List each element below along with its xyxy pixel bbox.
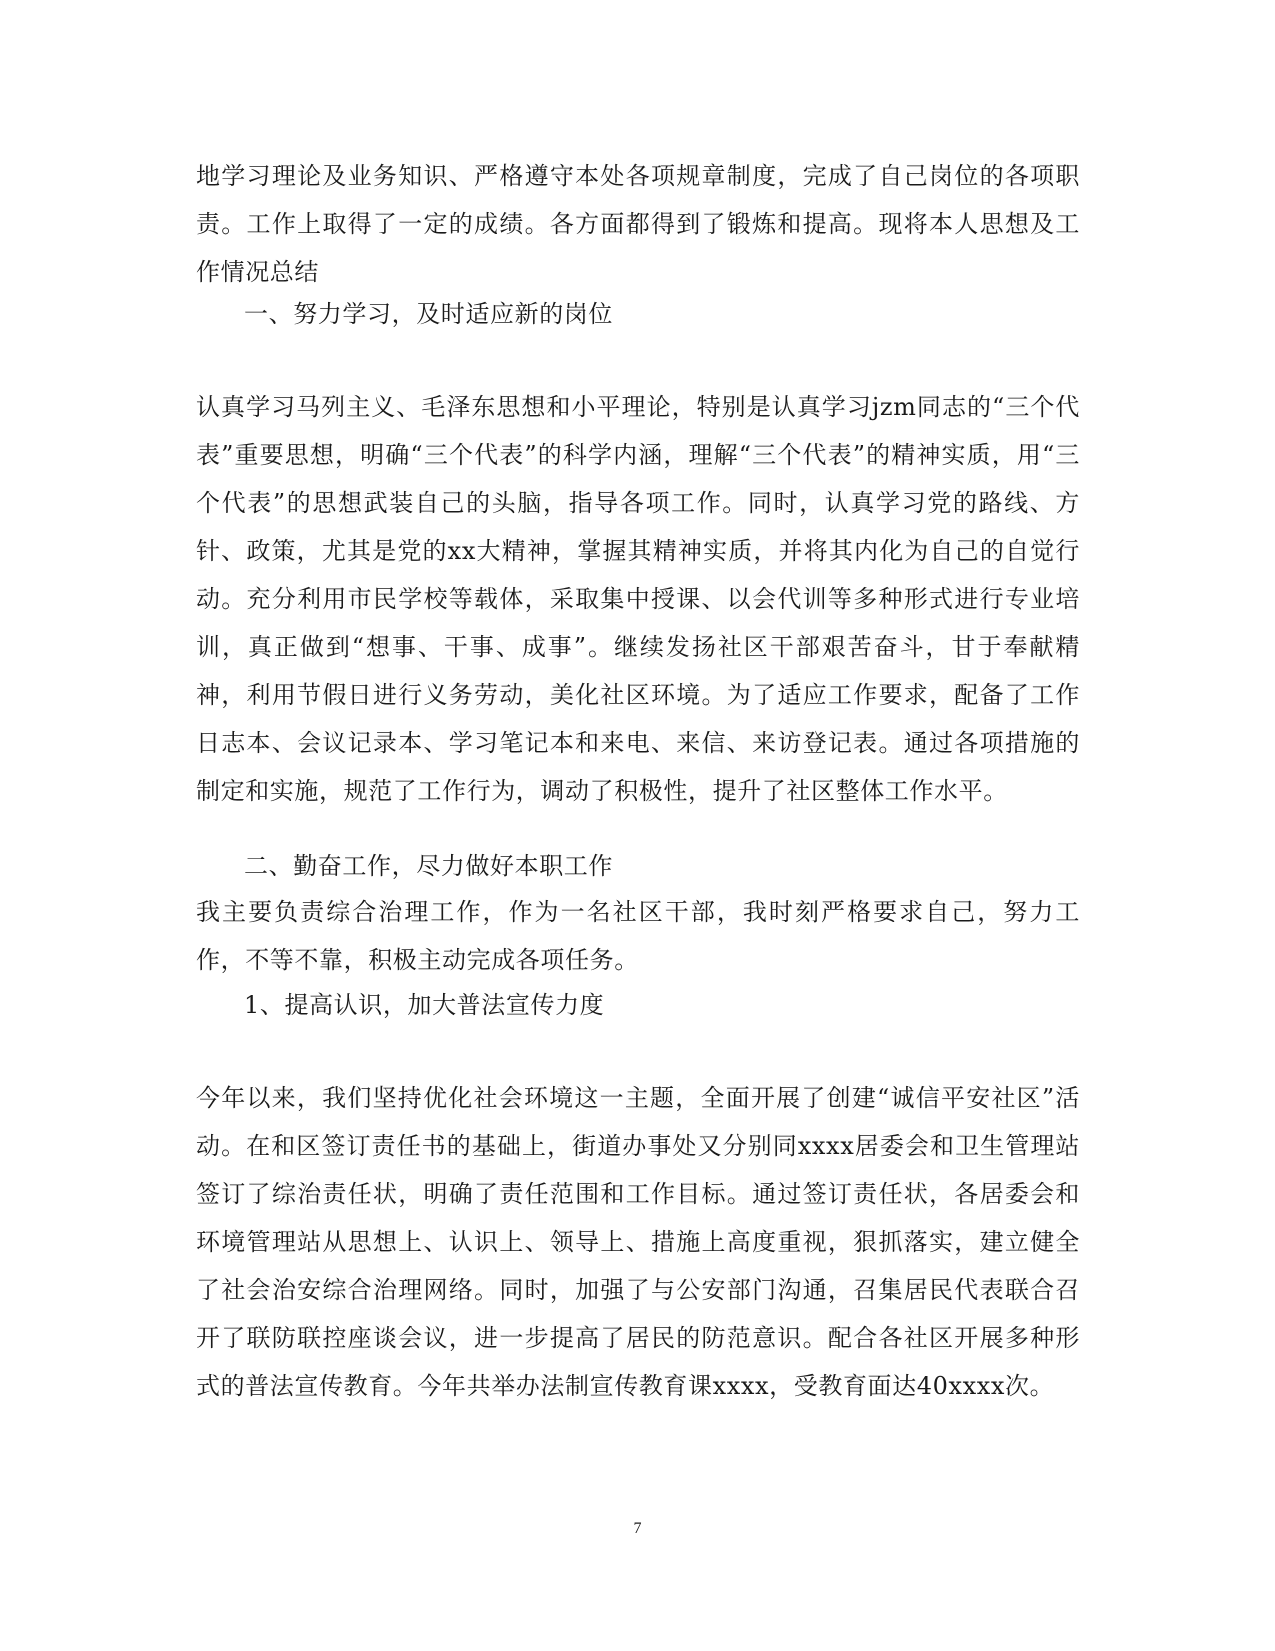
page-number: 7: [633, 1520, 642, 1537]
paragraph-intro: 地学习理论及业务知识、严格遵守本处各项规章制度，完成了自己岗位的各项职责。工作上取得了一定的成绩。各方面都得到了锻炼和提高。现将本人思想及工作情况总结: [196, 162, 1080, 286]
section-heading-2: 二、勤奋工作，尽力做好本职工作: [244, 852, 613, 880]
paragraph-study: 认真学习马列主义、毛泽东思想和小平理论，特别是认真学习jzm同志的“三个代表”重要思想，明确“三个代表”的科学内涵，理解“三个代表”的精神实质，用“三个代表”的思想武装自己的头脑，指导各项工作。同时，认真学习党的路线、方针、政策，尤其是党的xx大精神，掌握其精神实质，并将其内化为自己的自觉行动。充分利用市民学校等载体，采取集中授课、以会代训等多种形式进行专业培训，真正做到“想事、干事、成事”。继续发扬社区干部艰苦奋斗，甘于奉献精神，利用节假日进行义务劳动，美化社区环境。为了适应工作要求，配备了工作日志本、会议记录本、学习笔记本和来电、来信、来访登记表。通过各项措施的制定和实施，规范了工作行为，调动了积极性，提升了社区整体工作水平。: [196, 393, 1080, 805]
paragraph-legal-education: 今年以来，我们坚持优化社会环境这一主题，全面开展了创建“诚信平安社区”活动。在和区签订责任书的基础上，街道办事处又分别同xxxx居委会和卫生管理站签订了综治责任状，明确了责任范围和工作目标。通过签订责任状，各居委会和环境管理站从思想上、认识上、领导上、措施上高度重视，狠抓落实，建立健全了社会治安综合治理网络。同时，加强了与公安部门沟通，召集居民代表联合召开了联防联控座谈会议，进一步提高了居民的防范意识。配合各社区开展多种形式的普法宣传教育。今年共举办法制宣传教育课xxxx，受教育面达40xxxx次。: [196, 1084, 1080, 1400]
subsection-heading-1: 1、提高认识，加大普法宣传力度: [244, 991, 605, 1019]
paragraph-duty: 我主要负责综合治理工作，作为一名社区干部，我时刻严格要求自己，努力工作，不等不靠，积极主动完成各项任务。: [196, 898, 1080, 974]
section-heading-1: 一、努力学习，及时适应新的岗位: [244, 300, 613, 328]
